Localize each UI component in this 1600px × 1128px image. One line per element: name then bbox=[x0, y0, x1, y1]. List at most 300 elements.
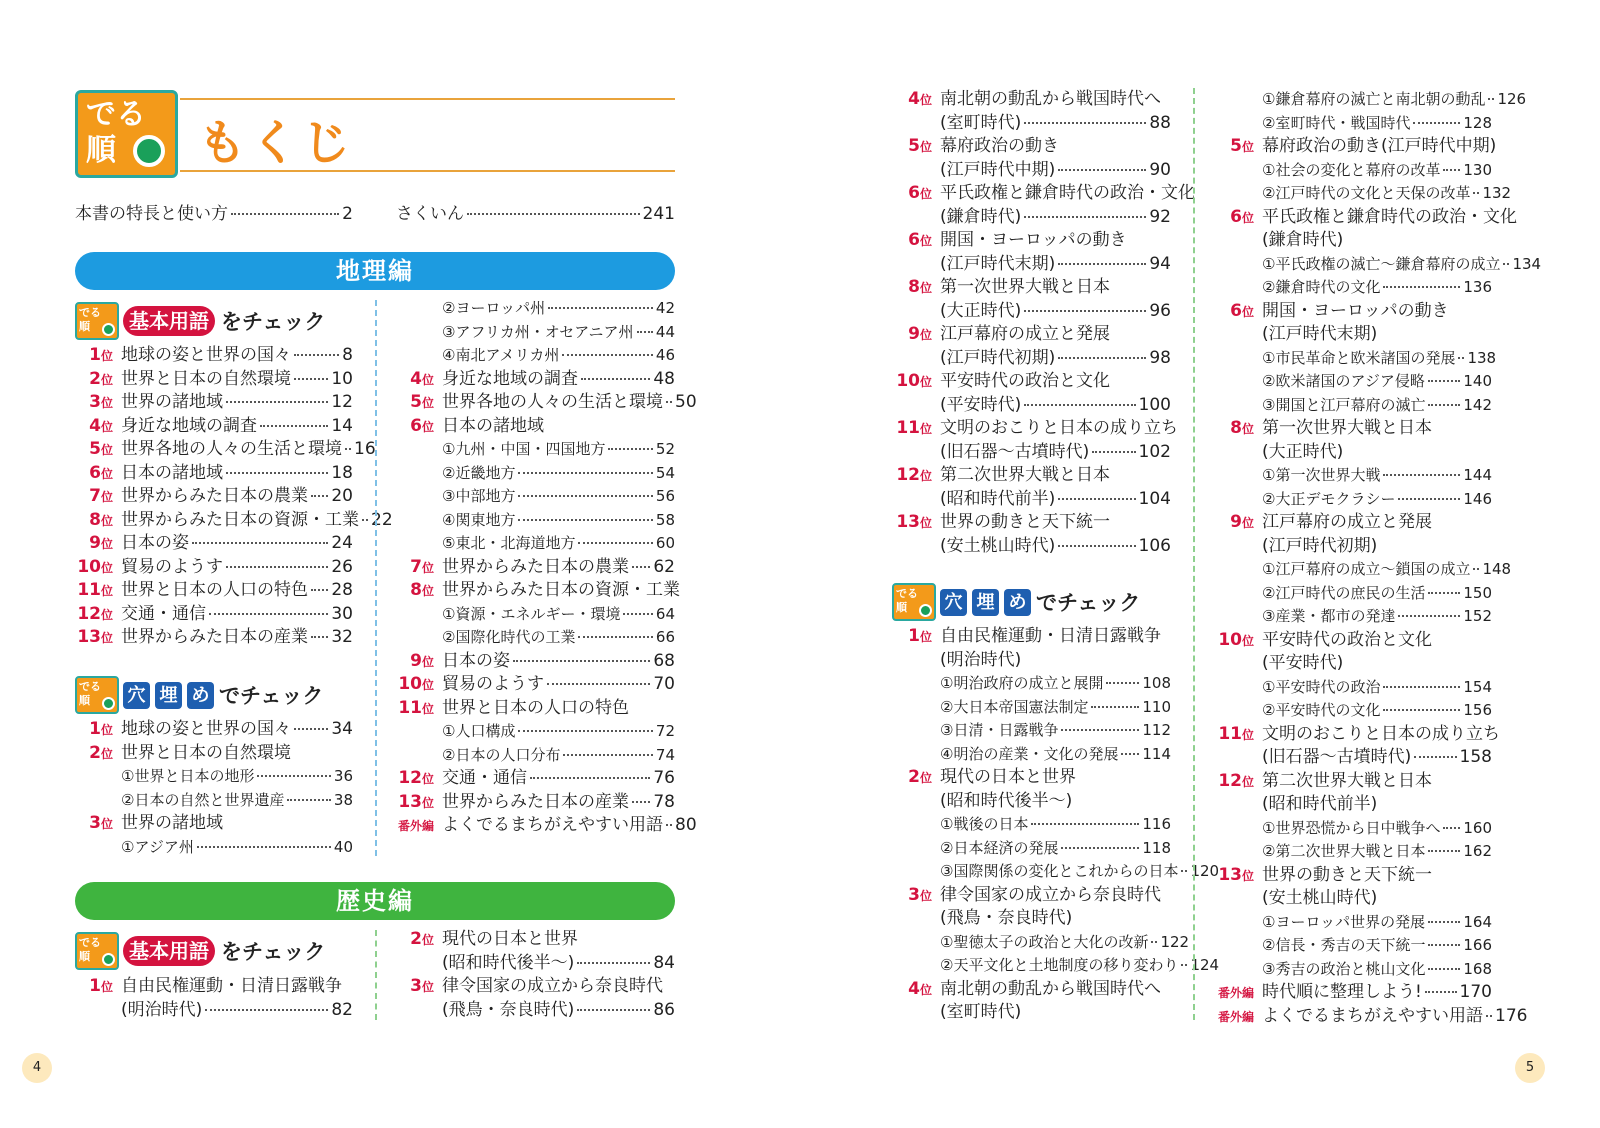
dot-leader bbox=[1058, 498, 1135, 500]
toc-entry[interactable] bbox=[892, 347, 1171, 371]
toc-entry[interactable] bbox=[892, 229, 1171, 253]
dot-leader bbox=[637, 331, 653, 333]
toc-subentry[interactable] bbox=[75, 765, 353, 789]
entry-title: 日本の諸地域 bbox=[121, 462, 223, 483]
toc-entry[interactable] bbox=[75, 415, 353, 439]
toc-subentry[interactable] bbox=[892, 696, 1171, 720]
dot-leader bbox=[1473, 568, 1479, 570]
top-entry[interactable] bbox=[396, 203, 675, 227]
toc-entry[interactable] bbox=[75, 509, 393, 533]
toc-entry[interactable] bbox=[892, 488, 1171, 512]
entry-title: 世界と日本の人口の特色 bbox=[121, 580, 308, 600]
rank-label bbox=[892, 464, 932, 489]
toc-subentry[interactable] bbox=[1212, 370, 1492, 394]
rank-label bbox=[75, 344, 113, 369]
toc-subentry[interactable] bbox=[1212, 676, 1492, 700]
toc-entry[interactable] bbox=[892, 182, 1195, 206]
toc-entry[interactable] bbox=[75, 812, 353, 836]
rank-unit: 位 bbox=[1241, 727, 1254, 742]
entry-title: 幕府政治の動き(江戸時代中期) bbox=[1262, 136, 1497, 156]
toc-entry[interactable] bbox=[75, 742, 353, 766]
toc-entry[interactable] bbox=[892, 884, 1171, 908]
toc-entry[interactable] bbox=[396, 673, 675, 697]
ana-square-1: 穴 bbox=[123, 682, 150, 709]
toc-entry[interactable] bbox=[892, 417, 1178, 441]
badge-line2: 順 bbox=[86, 133, 116, 168]
toc-subentry[interactable] bbox=[892, 837, 1171, 861]
toc-entry[interactable] bbox=[396, 391, 697, 415]
toc-subentry[interactable] bbox=[892, 719, 1171, 743]
toc-subentry[interactable] bbox=[75, 789, 353, 813]
page-number: 72 bbox=[655, 722, 675, 740]
dot-leader bbox=[1031, 823, 1139, 825]
dot-leader bbox=[1024, 216, 1146, 218]
toc-subentry[interactable] bbox=[1212, 347, 1497, 371]
page-number: 44 bbox=[655, 322, 675, 341]
page-number: 122 bbox=[1160, 932, 1190, 951]
toc-entry[interactable] bbox=[892, 535, 1171, 559]
geo-anaume-list bbox=[75, 718, 353, 859]
toc-entry[interactable] bbox=[75, 626, 353, 650]
page-number: 22 bbox=[371, 509, 393, 530]
page-number: 84 bbox=[653, 952, 675, 973]
toc-subentry[interactable] bbox=[396, 720, 675, 744]
toc-entry[interactable] bbox=[75, 344, 353, 368]
toc-entry[interactable] bbox=[1212, 1005, 1528, 1029]
rank-label bbox=[75, 368, 113, 393]
toc-subentry[interactable] bbox=[1212, 464, 1492, 488]
entry-title: 江戸幕府の成立と発展 bbox=[1262, 512, 1432, 532]
page-number: 48 bbox=[653, 368, 675, 389]
toc-subentry[interactable] bbox=[75, 836, 353, 860]
entry-title: よくでるまちがえやすい用語 bbox=[1262, 1005, 1483, 1026]
toc-subentry[interactable] bbox=[1212, 558, 1512, 582]
toc-entry[interactable] bbox=[75, 999, 353, 1023]
toc-entry[interactable] bbox=[75, 975, 353, 999]
page-number: 110 bbox=[1142, 697, 1171, 716]
entry-title: (明治時代) bbox=[940, 649, 1022, 670]
rank-unit: 位 bbox=[421, 584, 434, 598]
column-divider bbox=[375, 300, 377, 856]
toc-subentry[interactable] bbox=[396, 321, 675, 345]
entry-title: ①九州・中国・四国地方 bbox=[442, 440, 606, 458]
toc-entry[interactable] bbox=[396, 415, 675, 439]
page-number: 134 bbox=[1512, 254, 1542, 273]
toc-entry[interactable] bbox=[1212, 887, 1492, 911]
toc-entry[interactable] bbox=[396, 814, 697, 838]
rank-number: 2 bbox=[410, 929, 422, 949]
dot-leader bbox=[205, 1009, 328, 1011]
entry-title: 世界の諸地域 bbox=[121, 813, 223, 833]
entry-title: (昭和時代前半) bbox=[940, 488, 1056, 509]
toc-entry[interactable] bbox=[75, 368, 353, 392]
toc-entry[interactable] bbox=[892, 323, 1171, 347]
mini-badge: でる 順 bbox=[892, 583, 936, 621]
toc-entry[interactable] bbox=[1212, 441, 1492, 465]
toc-subentry[interactable] bbox=[1212, 817, 1492, 841]
toc-subentry[interactable] bbox=[396, 438, 675, 462]
dot-leader bbox=[632, 566, 650, 568]
dot-leader bbox=[311, 636, 328, 638]
entry-title: ①アジア州 bbox=[121, 837, 194, 856]
toc-entry[interactable] bbox=[892, 1001, 1171, 1025]
entry-title: ②日本経済の発展 bbox=[940, 838, 1059, 857]
rank-unit: 位 bbox=[100, 746, 113, 761]
rank-label bbox=[75, 415, 113, 440]
rank-unit: 位 bbox=[1241, 304, 1254, 319]
toc-entry[interactable] bbox=[75, 603, 353, 627]
page-number: 76 bbox=[653, 768, 675, 788]
toc-subentry[interactable] bbox=[1212, 253, 1542, 277]
toc-entry[interactable] bbox=[892, 790, 1171, 814]
dot-leader bbox=[1428, 968, 1460, 970]
rank-unit: 位 bbox=[1241, 774, 1254, 789]
dot-leader bbox=[197, 846, 331, 848]
rank-label bbox=[1212, 770, 1254, 795]
rank-label bbox=[396, 767, 434, 792]
page-number: 124 bbox=[1190, 956, 1220, 974]
check-suffix: をチェック bbox=[221, 310, 326, 334]
ana-square-3: め bbox=[187, 682, 214, 709]
page-number: 146 bbox=[1463, 489, 1492, 508]
entry-title: 日本の姿 bbox=[442, 650, 510, 671]
toc-entry[interactable] bbox=[892, 135, 1171, 159]
rank-label bbox=[75, 438, 113, 463]
rank-number: 1 bbox=[89, 976, 101, 996]
entry-title: ③中部地方 bbox=[442, 487, 516, 505]
entry-title: ①人口構成 bbox=[442, 722, 516, 740]
toc-subentry[interactable] bbox=[396, 626, 675, 650]
toc-entry[interactable] bbox=[892, 511, 1171, 535]
rank-label bbox=[892, 88, 932, 113]
entry-title: 世界からみた日本の産業 bbox=[121, 627, 308, 647]
dot-leader bbox=[1473, 192, 1479, 194]
entry-title: ①鎌倉幕府の滅亡と南北朝の動乱 bbox=[1262, 90, 1486, 108]
page-number: 86 bbox=[653, 999, 675, 1020]
rank-unit: 位 bbox=[919, 234, 932, 248]
toc-entry[interactable] bbox=[1212, 770, 1492, 794]
dot-leader bbox=[1024, 310, 1146, 312]
toc-entry[interactable] bbox=[75, 485, 353, 509]
toc-entry[interactable] bbox=[892, 441, 1171, 465]
rank-label bbox=[75, 812, 113, 837]
toc-subentry[interactable] bbox=[396, 462, 675, 486]
toc-entry[interactable] bbox=[1212, 206, 1517, 230]
toc-entry[interactable] bbox=[1212, 417, 1492, 441]
toc-entry[interactable] bbox=[892, 253, 1171, 277]
hist-anaume-list bbox=[892, 625, 1220, 1025]
toc-entry[interactable] bbox=[75, 532, 353, 556]
rank-number: 12 bbox=[77, 603, 101, 624]
dot-leader bbox=[257, 775, 330, 777]
rank-number: 6 bbox=[908, 230, 920, 250]
toc-subentry[interactable] bbox=[1212, 934, 1492, 958]
rank-number: 9 bbox=[1230, 512, 1242, 532]
toc-entry[interactable] bbox=[1212, 981, 1492, 1005]
entry-title: 律令国家の成立から奈良時代 bbox=[442, 976, 663, 996]
rank-unit: 位 bbox=[100, 631, 113, 645]
check-header-kihon-geo bbox=[75, 302, 325, 340]
page-number: 160 bbox=[1463, 818, 1492, 837]
entry-title: ②近畿地方 bbox=[442, 463, 516, 482]
rank-label bbox=[1212, 206, 1254, 231]
toc-entry[interactable] bbox=[892, 394, 1171, 418]
mini-badge: でる 順 bbox=[75, 932, 119, 970]
toc-subentry[interactable] bbox=[396, 603, 675, 627]
toc-subentry[interactable] bbox=[1212, 488, 1492, 512]
rank-number: 4 bbox=[908, 89, 920, 109]
entry-title: 日本の姿 bbox=[121, 533, 189, 553]
toc-entry[interactable] bbox=[75, 438, 376, 462]
rank-unit: 位 bbox=[421, 795, 434, 810]
rank-unit: 位 bbox=[421, 980, 434, 994]
page-number-left: 4 bbox=[22, 1053, 52, 1083]
page-number: 20 bbox=[331, 486, 353, 506]
toc-entry[interactable] bbox=[1212, 135, 1497, 159]
dot-leader bbox=[1024, 122, 1146, 124]
top-entry-features[interactable] bbox=[75, 203, 353, 227]
toc-entry[interactable] bbox=[1212, 300, 1492, 324]
toc-entry[interactable] bbox=[892, 907, 1171, 931]
toc-entry[interactable] bbox=[892, 464, 1171, 488]
entry-title: 世界の諸地域 bbox=[121, 392, 223, 412]
entry-title: ①平氏政権の滅亡〜鎌倉幕府の成立 bbox=[1262, 254, 1501, 273]
toc-entry[interactable] bbox=[1212, 535, 1492, 559]
toc-subentry[interactable] bbox=[892, 672, 1171, 696]
toc-entry[interactable] bbox=[396, 650, 675, 674]
rank-number: 11 bbox=[398, 697, 422, 718]
entry-title: 本書の特長と使い方 bbox=[75, 204, 228, 224]
entry-title: ③開国と江戸幕府の滅亡 bbox=[1262, 395, 1426, 414]
toc-entry[interactable] bbox=[892, 112, 1171, 136]
dot-leader bbox=[1383, 709, 1460, 711]
rank-number: 3 bbox=[908, 884, 920, 905]
entry-title: (大正時代) bbox=[940, 300, 1022, 321]
dot-leader bbox=[1092, 451, 1135, 453]
toc-subentry[interactable] bbox=[1212, 159, 1492, 183]
entry-title: 世界各地の人々の生活と環境 bbox=[121, 439, 342, 459]
page-number: 18 bbox=[331, 462, 353, 483]
mini-badge: でる 順 bbox=[75, 676, 119, 714]
entry-title: (鎌倉時代) bbox=[940, 206, 1022, 227]
entry-title: ②江戸時代の文化と天保の改革 bbox=[1262, 184, 1471, 202]
toc-subentry[interactable] bbox=[396, 532, 675, 556]
toc-subentry[interactable] bbox=[396, 509, 675, 533]
rank-unit: 位 bbox=[1241, 140, 1254, 154]
toc-subentry[interactable] bbox=[396, 344, 675, 368]
page-number: 130 bbox=[1463, 160, 1492, 179]
entry-title: 第二次世界大戦と日本 bbox=[1262, 770, 1432, 791]
rank-unit: 位 bbox=[1241, 633, 1254, 648]
toc-subentry[interactable] bbox=[1212, 605, 1492, 629]
page-number: 68 bbox=[653, 650, 675, 671]
entry-title: ④関東地方 bbox=[442, 510, 516, 529]
toc-entry[interactable] bbox=[396, 767, 675, 791]
rank-number: 3 bbox=[89, 392, 101, 412]
page-number: 118 bbox=[1142, 838, 1171, 857]
entry-title: ③日清・日露戦争 bbox=[940, 721, 1059, 739]
dot-leader bbox=[294, 378, 328, 380]
toc-entry[interactable] bbox=[1212, 864, 1492, 888]
toc-subentry[interactable] bbox=[1212, 699, 1492, 723]
toc-subentry[interactable] bbox=[396, 485, 675, 509]
page-number: 80 bbox=[675, 815, 697, 835]
entry-title: (平安時代) bbox=[940, 394, 1022, 415]
rank-number: 1 bbox=[89, 719, 101, 739]
toc-entry[interactable] bbox=[892, 276, 1171, 300]
toc-subentry[interactable] bbox=[1212, 394, 1492, 418]
dot-leader bbox=[1383, 686, 1460, 688]
geo-kihon-list bbox=[75, 344, 393, 650]
rank-number: 2 bbox=[89, 742, 101, 763]
toc-entry[interactable] bbox=[1212, 723, 1500, 747]
toc-subentry[interactable] bbox=[892, 743, 1171, 767]
dot-leader bbox=[294, 354, 339, 356]
toc-entry[interactable] bbox=[396, 975, 675, 999]
entry-title: 平氏政権と鎌倉時代の政治・文化 bbox=[1262, 206, 1517, 227]
toc-entry[interactable] bbox=[75, 391, 353, 415]
top-entry-index[interactable] bbox=[396, 203, 675, 227]
dot-leader bbox=[1428, 850, 1460, 852]
toc-entry[interactable] bbox=[892, 159, 1171, 183]
page-number: 40 bbox=[333, 837, 353, 856]
entry-title: ①世界恐慌から日中戦争へ bbox=[1262, 818, 1441, 837]
toc-entry[interactable] bbox=[1212, 629, 1492, 653]
dot-leader bbox=[1383, 286, 1460, 288]
toc-subentry[interactable] bbox=[1212, 88, 1527, 112]
toc-subentry[interactable] bbox=[1212, 958, 1492, 982]
rank-number: 10 bbox=[398, 674, 422, 694]
page-number: 54 bbox=[655, 463, 675, 482]
toc-entry[interactable] bbox=[892, 88, 1171, 112]
toc-entry[interactable] bbox=[75, 462, 353, 486]
dot-leader bbox=[1151, 941, 1157, 943]
rank-number: 6 bbox=[1230, 206, 1242, 227]
target-icon bbox=[102, 953, 115, 966]
entry-title: ③秀吉の政治と桃山文化 bbox=[1262, 959, 1426, 978]
toc-entry[interactable] bbox=[396, 368, 675, 392]
dot-leader bbox=[345, 448, 351, 450]
toc-subentry[interactable] bbox=[396, 744, 675, 768]
dot-leader bbox=[581, 378, 650, 380]
toc-subentry[interactable] bbox=[1212, 182, 1512, 206]
entry-title: ①第一次世界大戦 bbox=[1262, 466, 1381, 484]
page-number: 58 bbox=[655, 510, 675, 529]
toc-entry[interactable] bbox=[892, 766, 1171, 790]
entry-title: (室町時代) bbox=[940, 1002, 1022, 1022]
dot-leader bbox=[226, 401, 328, 403]
dot-leader bbox=[563, 754, 652, 756]
rank-number: 1 bbox=[89, 345, 101, 365]
entry-title: 第二次世界大戦と日本 bbox=[940, 465, 1110, 485]
dot-leader bbox=[1428, 944, 1460, 946]
rank-number: 3 bbox=[89, 813, 101, 833]
entry-title: ①聖徳太子の政治と大化の改新 bbox=[940, 932, 1149, 951]
toc-entry[interactable] bbox=[892, 625, 1171, 649]
toc-entry[interactable] bbox=[396, 999, 675, 1023]
toc-entry[interactable] bbox=[892, 370, 1171, 394]
entry-title: 交通・通信 bbox=[121, 603, 206, 624]
toc-entry[interactable] bbox=[1212, 746, 1492, 770]
toc-subentry[interactable] bbox=[1212, 911, 1492, 935]
toc-entry[interactable] bbox=[396, 791, 675, 815]
toc-entry[interactable] bbox=[1212, 323, 1492, 347]
dot-leader bbox=[362, 519, 368, 521]
toc-entry[interactable] bbox=[1212, 229, 1492, 253]
top-entry[interactable] bbox=[75, 203, 353, 227]
rank-label bbox=[1212, 629, 1254, 654]
rank-unit: 位 bbox=[919, 469, 932, 483]
toc-entry[interactable] bbox=[396, 952, 675, 976]
entry-title: ②ヨーロッパ州 bbox=[442, 299, 546, 317]
rank-unit: 位 bbox=[1241, 422, 1254, 436]
toc-entry[interactable] bbox=[892, 978, 1171, 1002]
page-number: 170 bbox=[1459, 982, 1492, 1002]
page-number: 112 bbox=[1142, 721, 1171, 739]
page-number: 166 bbox=[1463, 936, 1492, 954]
dot-leader bbox=[231, 213, 339, 215]
toc-entry[interactable] bbox=[396, 556, 675, 580]
toc-entry[interactable] bbox=[892, 206, 1171, 230]
column-divider bbox=[375, 930, 377, 1020]
toc-entry[interactable] bbox=[75, 718, 353, 742]
kihon-pill: 基本用語 bbox=[123, 936, 215, 966]
entry-title: 第一次世界大戦と日本 bbox=[1262, 418, 1432, 438]
page-number: 92 bbox=[1149, 206, 1171, 227]
rank-unit: 位 bbox=[919, 516, 932, 530]
entry-title: 幕府政治の動き bbox=[940, 136, 1059, 156]
ana-square-1: 穴 bbox=[940, 589, 967, 616]
toc-entry[interactable] bbox=[75, 579, 353, 603]
entry-title: 身近な地域の調査 bbox=[121, 415, 257, 436]
toc-entry[interactable] bbox=[1212, 793, 1492, 817]
rank-number: 6 bbox=[89, 462, 101, 483]
toc-subentry[interactable] bbox=[892, 813, 1171, 837]
dot-leader bbox=[530, 777, 650, 779]
toc-entry[interactable] bbox=[1212, 511, 1492, 535]
banner-history: 歴史編 bbox=[75, 882, 675, 920]
toc-entry[interactable] bbox=[396, 579, 680, 603]
toc-subentry[interactable] bbox=[892, 860, 1220, 884]
toc-subentry[interactable] bbox=[1212, 112, 1492, 136]
toc-entry[interactable] bbox=[892, 300, 1171, 324]
toc-subentry[interactable] bbox=[1212, 276, 1492, 300]
page-number: 152 bbox=[1463, 607, 1492, 625]
toc-subentry[interactable] bbox=[1212, 840, 1492, 864]
rank-unit: 位 bbox=[421, 701, 434, 716]
toc-entry[interactable] bbox=[396, 928, 675, 952]
entry-title: 世界と日本の自然環境 bbox=[121, 368, 291, 389]
dot-leader bbox=[547, 683, 650, 685]
rank-number: 2 bbox=[89, 368, 101, 389]
toc-subentry[interactable] bbox=[892, 931, 1190, 955]
column-divider bbox=[1193, 88, 1195, 1020]
toc-entry[interactable] bbox=[1212, 652, 1492, 676]
entry-title: 文明のおこりと日本の成り立ち bbox=[940, 418, 1178, 438]
entry-title: ⑤東北・北海道地方 bbox=[442, 534, 576, 552]
toc-subentry[interactable] bbox=[892, 954, 1220, 978]
toc-entry[interactable] bbox=[892, 649, 1171, 673]
toc-subentry[interactable] bbox=[396, 297, 675, 321]
entry-title: 世界の動きと天下統一 bbox=[940, 512, 1110, 532]
entry-title: 第一次世界大戦と日本 bbox=[940, 277, 1110, 297]
rank-label bbox=[75, 462, 113, 487]
page-number: 62 bbox=[653, 556, 675, 577]
entry-title: 南北朝の動乱から戦国時代へ bbox=[940, 89, 1161, 109]
toc-subentry[interactable] bbox=[1212, 582, 1492, 606]
toc-entry[interactable] bbox=[396, 697, 675, 721]
toc-entry[interactable] bbox=[75, 556, 353, 580]
